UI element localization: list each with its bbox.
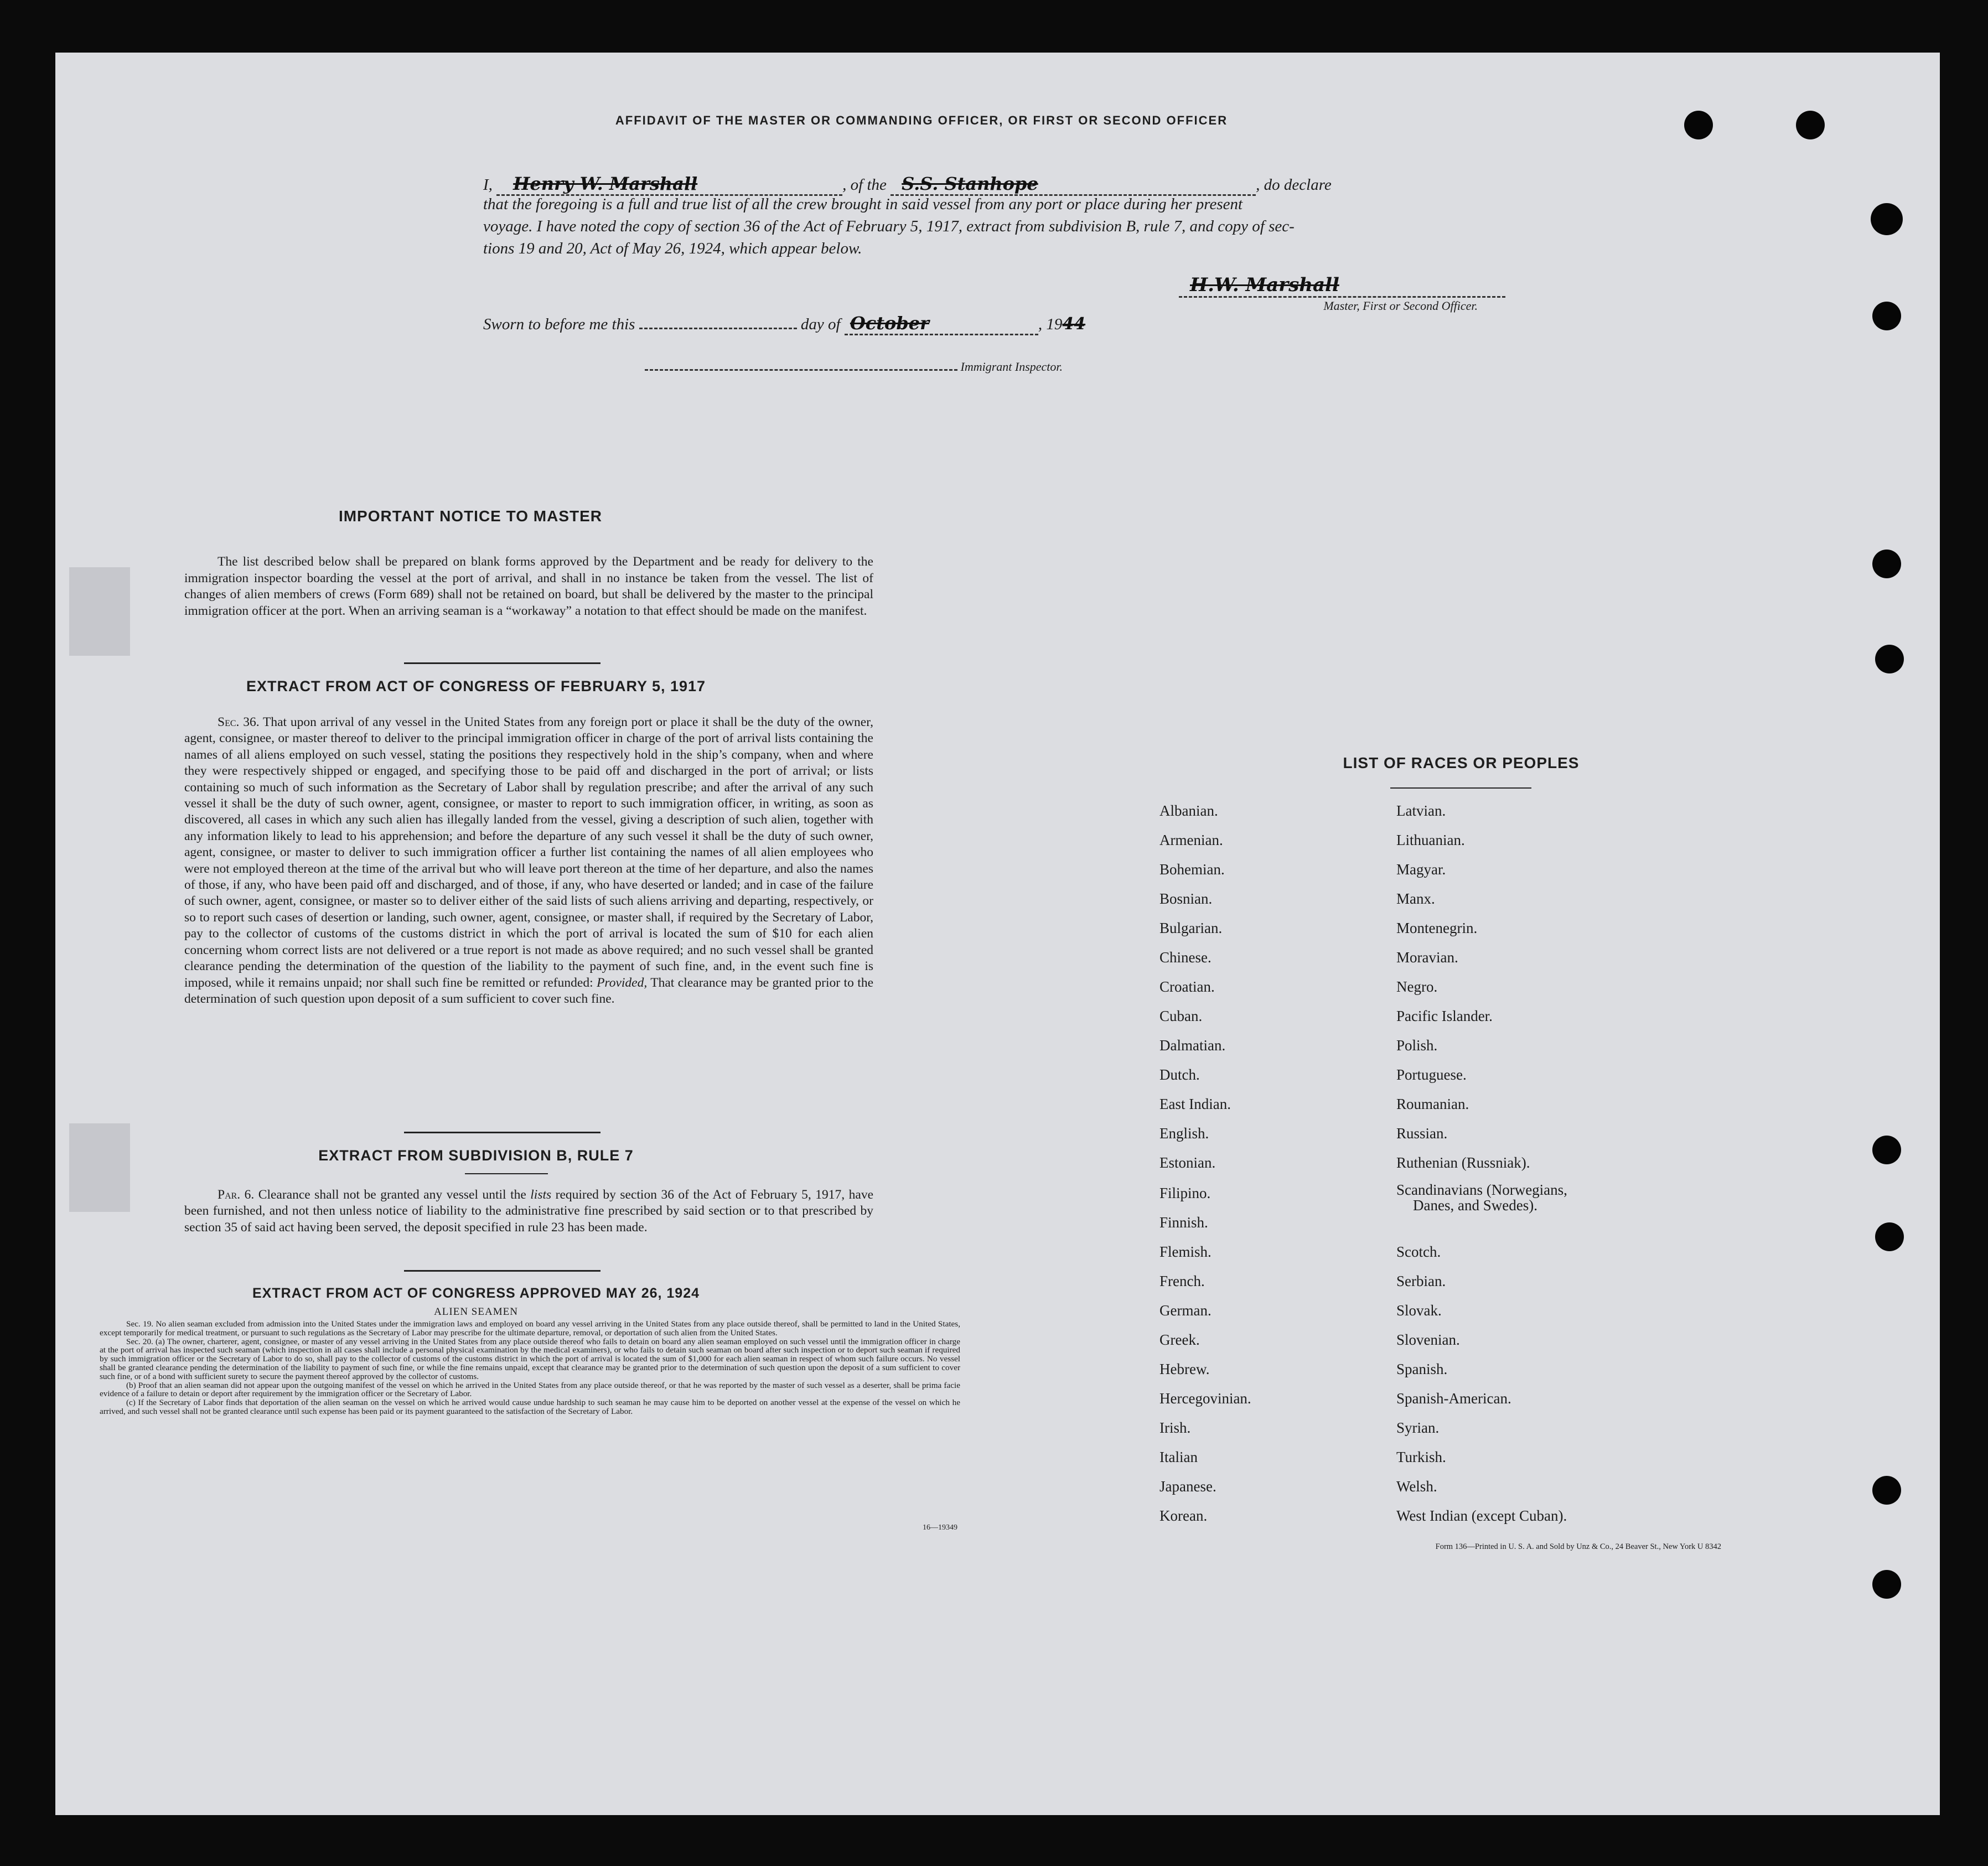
vessel-handwritten: S.S. Stanhope: [902, 173, 1038, 194]
race-entry: English.: [1159, 1125, 1209, 1142]
notice-title: IMPORTANT NOTICE TO MASTER: [338, 507, 603, 525]
race-entry: Montenegrin.: [1396, 920, 1478, 936]
race-entry: Japanese.: [1159, 1478, 1216, 1495]
race-entry: Scandinavians (Norwegians,: [1396, 1181, 1567, 1198]
scan-smudge: [69, 1123, 130, 1212]
extract1924-subtitle: ALIEN SEAMEN: [434, 1306, 518, 1318]
i-label: I,: [483, 176, 493, 194]
race-entry: Moravian.: [1396, 949, 1458, 966]
race-entry: Serbian.: [1396, 1273, 1446, 1289]
vessel-field: [891, 173, 1256, 196]
notice-body: [184, 554, 873, 619]
provided-word: Provided,: [597, 975, 648, 990]
race-entry: Estonian.: [1159, 1154, 1216, 1171]
sec19-text: Sec. 19. No alien seaman excluded from admission into the United States under the immigration laws and employed on board any vessel arriving in the United States from any place outside thereof, shall be permitted to land in the United States, except temporarily for medical treatment, or pursuant to such regulations as the Secretary of Labor may prescribe for the ultimate departure, removal, or deportation of such alien from the United States.: [100, 1319, 960, 1338]
race-entry: Croatian.: [1159, 978, 1215, 995]
race-entry: Albanian.: [1159, 802, 1218, 819]
race-entry: Polish.: [1396, 1037, 1438, 1054]
year-prefix: , 19: [1038, 315, 1063, 333]
race-entry: Lithuanian.: [1396, 832, 1465, 848]
form-footer: Form 136—Printed in U. S. A. and Sold by Unz & Co., 24 Beaver St., New York U 8342: [1435, 1542, 1721, 1551]
divider: [404, 1270, 600, 1272]
punch-hole: [1872, 550, 1901, 578]
race-entry: Danes, and Swedes).: [1413, 1197, 1537, 1214]
extract1917-body: [184, 714, 873, 1007]
race-entry: Turkish.: [1396, 1449, 1446, 1465]
print-code: 16—19349: [923, 1523, 957, 1532]
inspector-line: [645, 360, 1063, 374]
race-entry: Ruthenian (Russniak).: [1396, 1154, 1530, 1171]
sworn-line: [483, 313, 1085, 335]
document-sheet: [55, 53, 1940, 1815]
affidavit-line4: tions 19 and 20, Act of May 26, 1924, which appear below.: [483, 240, 862, 257]
master-name-handwritten: Henry W. Marshall: [513, 173, 698, 194]
of-the-label: , of the: [842, 176, 887, 194]
sec36-label: Sec. 36.: [218, 715, 260, 729]
races-title: LIST OF RACES OR PEOPLES: [1343, 754, 1580, 771]
extract1924-body: [100, 1320, 960, 1416]
race-entry: Manx.: [1396, 890, 1435, 907]
race-entry: Slovak.: [1396, 1302, 1442, 1319]
punch-hole: [1875, 645, 1904, 673]
punch-hole: [1871, 203, 1903, 235]
punch-hole: [1872, 302, 1901, 330]
race-entry: Dutch.: [1159, 1066, 1200, 1083]
signature-line: [1179, 274, 1505, 298]
divider: [1390, 787, 1531, 789]
race-entry: Italian: [1159, 1449, 1198, 1465]
sworn-prefix: Sworn to before me this: [483, 315, 635, 333]
affidavit-title: AFFIDAVIT OF THE MASTER OR COMMANDING OFFICER, OR FIRST OR SECOND OFFICER: [615, 113, 1228, 127]
notice-text: The list described below shall be prepared on blank forms approved by the Department and be ready for delivery to the immigration inspector boarding the vessel at the port of arrival, and shall in no instance be taken from the vessel. The list of changes of alien members of crews (Form 689) shall not be retained on board, but shall be delivered by the master to the principal immigration officer at the port. When an arriving seaman is a “workaway” a notation to that effect should be made on the manifest.: [184, 554, 873, 618]
master-name-field: [496, 173, 842, 196]
race-entry: Scotch.: [1396, 1243, 1441, 1260]
signature-handwritten: H.W. Marshall: [1190, 274, 1339, 296]
race-entry: Bosnian.: [1159, 890, 1213, 907]
race-entry: Cuban.: [1159, 1008, 1203, 1024]
month-handwritten: October: [850, 313, 929, 334]
extract1924-title: EXTRACT FROM ACT OF CONGRESS APPROVED MAY 26, 1924: [252, 1286, 700, 1301]
race-entry: Welsh.: [1396, 1478, 1437, 1495]
race-entry: Slovenian.: [1396, 1331, 1460, 1348]
punch-hole: [1875, 1222, 1904, 1251]
divider: [465, 1173, 548, 1174]
extract1917-title: EXTRACT FROM ACT OF CONGRESS OF FEBRUARY 5, 1917: [246, 678, 706, 694]
race-entry: West Indian (except Cuban).: [1396, 1507, 1567, 1524]
race-entry: Latvian.: [1396, 802, 1446, 819]
race-entry: Flemish.: [1159, 1243, 1212, 1260]
race-entry: Spanish.: [1396, 1361, 1448, 1377]
par6-text-b: required by section 36 of the Act of February 5, 1917, have been furnished, and not then unless notice of liability to the administrative fine prescribed by said section or to that prescribed by section 35 of said act having been served, the deposit specified in rule 23 has been made.: [184, 1188, 873, 1235]
year-handwritten: 44: [1062, 314, 1086, 334]
par6-label: Par. 6.: [218, 1188, 255, 1202]
race-entry: Portuguese.: [1396, 1066, 1467, 1083]
affidavit-line1: [483, 173, 1535, 196]
race-entry: Hebrew.: [1159, 1361, 1210, 1377]
rule7-title: EXTRACT FROM SUBDIVISION B, RULE 7: [318, 1147, 634, 1164]
lists-word: lists: [530, 1188, 552, 1202]
day-field: [639, 328, 797, 329]
inspector-label: Immigrant Inspector.: [960, 360, 1063, 374]
signature-title: Master, First or Second Officer.: [1323, 299, 1478, 313]
race-entry: Korean.: [1159, 1507, 1208, 1524]
race-entry: Magyar.: [1396, 861, 1446, 878]
race-entry: Greek.: [1159, 1331, 1200, 1348]
par6-text-a: Clearance shall not be granted any vessel until the: [258, 1188, 526, 1202]
do-declare-label: , do declare: [1256, 176, 1332, 194]
race-entry: Finnish.: [1159, 1214, 1208, 1231]
race-entry: Hercegovinian.: [1159, 1390, 1251, 1407]
race-entry: Armenian.: [1159, 832, 1223, 848]
race-entry: Bulgarian.: [1159, 920, 1223, 936]
sec36-text-b: That clearance may be granted prior to the determination of such question upon deposit of a sum sufficient to cover such fine.: [184, 975, 874, 1006]
sec20b-text: (b) Proof that an alien seaman did not appear upon the outgoing manifest of the vessel on which he arrived in the United States from any place outside thereof, or that he was reported by the master of such vessel as a deserter, shall be prima facie evidence of a failure to detain or deport after requirement by the immigration officer or the Secretary of Labor.: [100, 1380, 960, 1399]
divider: [404, 1132, 600, 1133]
race-entry: Roumanian.: [1396, 1096, 1469, 1112]
race-entry: Filipino.: [1159, 1185, 1211, 1201]
punch-hole: [1872, 1570, 1901, 1599]
divider: [404, 662, 600, 664]
race-entry: Pacific Islander.: [1396, 1008, 1493, 1024]
sec36-text-a: That upon arrival of any vessel in the United States from any foreign port or place it shall be the duty of the owner, agent, consignee, or master thereof to deliver to the principal immigration officer in charge of the port of arrival lists containing the names of all aliens employed on such vessel, stating the positions they respectively hold in the ship’s company, when and where they were respectively shipped or engaged, and specifying those to be paid off and discharged in the port of arrival; or lists containing so much of such information as the Secretary of Labor shall by regulation prescribe; and after the arrival of any such vessel it shall be the duty of such owner, agent, consignee, or master to report to such immigration officer, in writing, as soon as discovered, all cases in which any such alien has illegally landed from the vessel, giving a description of such alien, together with any information likely to lead to his apprehension; and before the departure of any such vessel it shall be the duty of such owner, agent, consignee, or master to deliver to such immigration officer a further list containing the names of all alien employees who were not employed thereon at the time of the arrival but who will leave port thereon at the time of her departure, and also the names of those, if any, who have been paid off and discharged, and of those, if any, who have deserted or landed; and in case of the failure of such owner, agent, consignee, or master so to deliver either of the said lists of such aliens arriving and departing, respectively, or so to report such cases of desertion or landing, such owner, agent, consignee, or master shall, if required by the Secretary of Labor, pay to the collector of customs of the customs district in which the port of arrival is located the sum of $10 for each alien concerning whom correct lists are not delivered or a true report is not made as above required; and no such vessel shall be granted clearance pending the determination of the question of the liability to the payment of such fine, and, in the event such fine is imposed, while it remains unpaid; nor shall such fine be remitted or refunded:: [184, 715, 873, 990]
affidavit-line2: that the foregoing is a full and true list of all the crew brought in said vessel from any port or place during her present: [483, 195, 1243, 213]
race-entry: Dalmatian.: [1159, 1037, 1226, 1054]
punch-hole: [1872, 1136, 1901, 1164]
rule7-body: [184, 1187, 873, 1236]
signature-block: [1124, 274, 1511, 313]
scan-smudge: [69, 567, 130, 656]
race-entry: Negro.: [1396, 978, 1438, 995]
month-field: [845, 313, 1038, 335]
race-entry: Irish.: [1159, 1419, 1191, 1436]
race-entry: Russian.: [1396, 1125, 1448, 1142]
race-entry: Syrian.: [1396, 1419, 1440, 1436]
race-entry: Bohemian.: [1159, 861, 1225, 878]
punch-hole: [1796, 111, 1825, 139]
race-entry: Chinese.: [1159, 949, 1212, 966]
sec20a-text: Sec. 20. (a) The owner, charterer, agent, consignee, or master of any vessel arriving in the United States from any place outside thereof who fails to detain on board any alien seaman employed on such vessel until the immigration officer in charge at the port of arrival has inspected such seaman (which inspection in all cases shall include a personal physical examination by the medical examiners), or who fails to detain such seaman on board after such inspection or to deport such seaman if required by such immigration officer or the Secretary of Labor to do so, shall pay to the collector of customs of the customs district in which the port of arrival is located the sum of $1,000 for each alien seaman in respect of whom such failure occurs. No vessel shall be granted clearance pending the determination of the liability to payment of such fine, or while the fine remains unpaid, except that clearance may be granted prior to the determination of such question upon the deposit of a sum sufficient to cover such fine, or of a bond with sufficient surety to secure the payment thereof approved by the collector of customs.: [100, 1336, 960, 1381]
punch-hole: [1872, 1476, 1901, 1505]
day-of-label: day of: [800, 315, 841, 333]
punch-hole: [1684, 111, 1713, 139]
sec20c-text: (c) If the Secretary of Labor finds that deportation of the alien seaman on the vessel on which he arrived would cause undue hardship to such seaman he may cause him to be deported on another vessel at the expense of the vessel on which he arrived, and such vessel shall not be granted clearance until such expense has been paid or its payment guaranteed to the satisfaction of the Secretary of Labor.: [100, 1398, 960, 1416]
inspector-field: [645, 369, 957, 371]
affidavit-line3: voyage. I have noted the copy of section 36 of the Act of February 5, 1917, extract from subdivision B, rule 7, and copy of sec-: [483, 217, 1295, 235]
race-entry: German.: [1159, 1302, 1212, 1319]
race-entry: French.: [1159, 1273, 1205, 1289]
race-entry: Spanish-American.: [1396, 1390, 1511, 1407]
race-entry: East Indian.: [1159, 1096, 1231, 1112]
